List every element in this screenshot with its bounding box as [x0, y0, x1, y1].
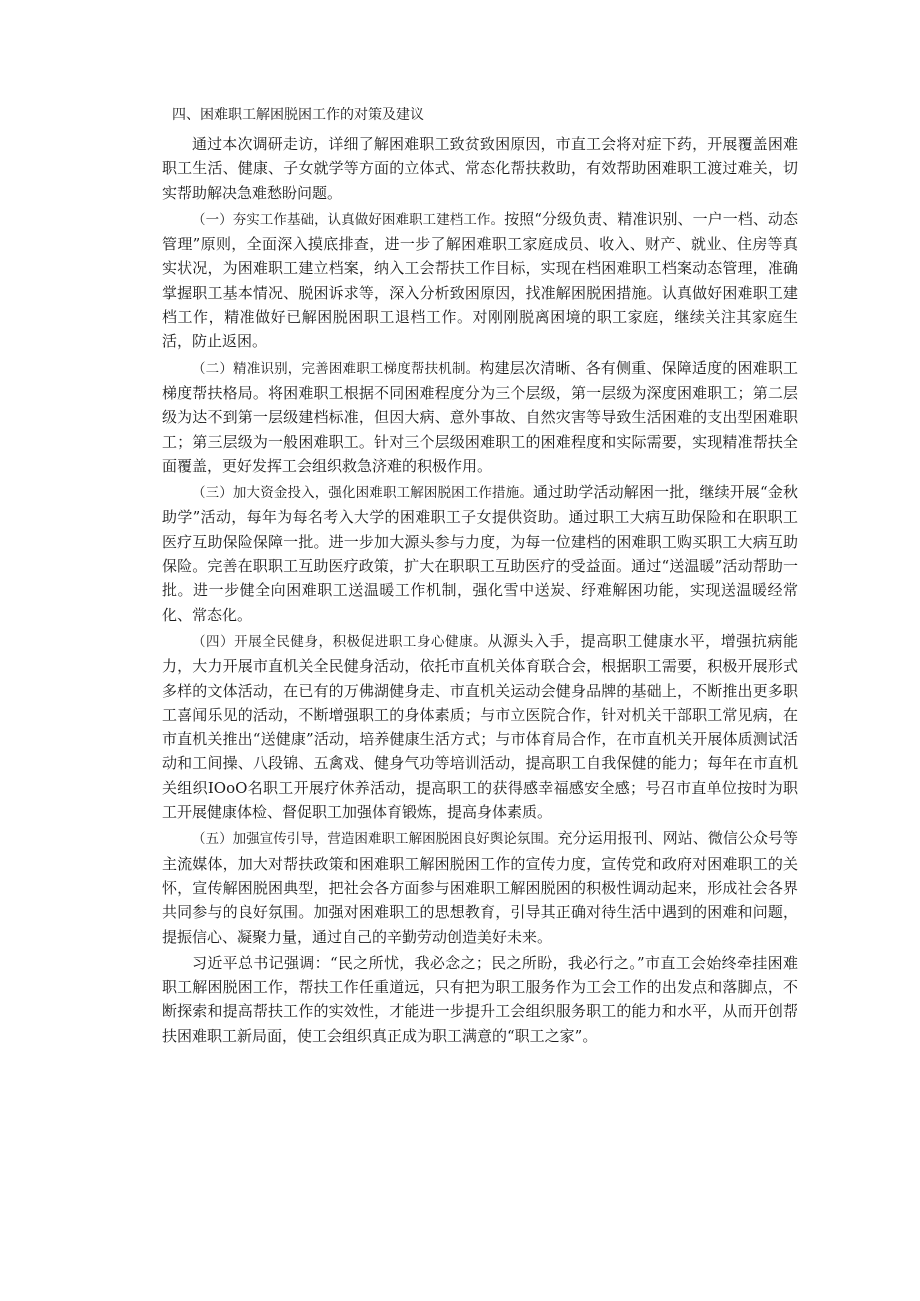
measure-body-5: 充分运用报刊、网站、微信公众号等主流媒体，加大对帮扶政策和困难职工解困脱困工作的宣传力度，宣传党和政府对困难职工的关怀，宣传解困脱困典型，把社会各方面参与困难职工解困脱困的积极性调动起来，形成社会各界共同参与的良好氛围。加强对困难职工的思想教育，引导其正确对待生活中遇到的困难和问题，提振信心、凝聚力量，通过自己的辛勤劳动创造美好未来。	[162, 829, 799, 946]
measure-paragraph-4	[162, 629, 798, 824]
measure-lead-3: （三）加大资金投入，强化困难职工解困脱困工作措施。	[192, 485, 533, 502]
measure-lead-2: （二）精准识别，完善困难职工梯度帮扶机制。	[192, 360, 480, 377]
measure-paragraph-1	[162, 207, 798, 354]
measure-body-4: 从源头入手，提高职工健康水平，增强抗病能力，大力开展市直机关全民健身活动，依托市直机关体育联合会，根据职工需要，积极开展形式多样的文体活动，在已有的万佛湖健身走、市直机关运动会健身品牌的基础上，不断推出更多职工喜闻乐见的活动，不断增强职工的身体素质；与市立医院合作，针对机关干部职工常见病，在市直机关推出“送健康”活动，培养健康生活方式；与市体育局合作，在市直机关开展体质测试活动和工间操、八段锦、五禽戏、健身气功等培训活动，提高职工自我保健的能力；每年在市直机关组织IOoO名职工开展疗休养活动，提高职工的获得感幸福感安全感；号召市直单位按时为职工开展健康体检、督促职工加强体育锻炼，提高身体素质。	[162, 631, 798, 822]
document-page	[162, 104, 798, 1048]
measure-body-1: 按照“分级负责、精准识别、一户一档、动态管理”原则，全面深入摸底排查，进一步了解困难职工家庭成员、收入、财产、就业、住房等真实状况，为困难职工建立档案，纳入工会帮扶工作目标，实现在档困难职工档案动态管理，准确掌握职工基本情况、脱困诉求等，深入分析致困原因，找准解困脱困措施。认真做好困难职工建档工作，精准做好已解困脱困职工退档工作。对刚刚脱离困境的职工家庭，继续关注其家庭生活，防止返困。	[162, 209, 799, 351]
measure-lead-1: （一）夯实工作基础，认真做好困难职工建档工作。	[192, 211, 505, 228]
measure-body-2: 构建层次清晰、各有侧重、保障适度的困难职工梯度帮扶格局。将困难职工根据不同困难程度分为三个层级，第一层级为深度困难职工；第二层级为达不到第一层级建档标准，但因大病、意外事故、自然灾害等导致生活困难的支出型困难职工；第三层级为一般困难职工。针对三个层级困难职工的困难程度和实际需要，实现精准帮扶全面覆盖，更好发挥工会组织救急济难的积极作用。	[162, 358, 798, 475]
measure-body-3: 通过助学活动解困一批，继续开展“金秋助学”活动，每年为每名考入大学的困难职工子女提供资助。通过职工大病互助保险和在职职工医疗互助保险保障一批。进一步加大源头参与力度，为每一位建档的困难职工购买职工大病互助保险。完善在职职工互助医疗政策，扩大在职职工互助医疗的受益面。通过“送温暖”活动帮助一批。进一步健全向困难职工送温暖工作机制，强化雪中送炭、纾难解困功能，实现送温暖经常化、常态化。	[162, 483, 798, 624]
measure-paragraph-5	[162, 826, 798, 948]
measure-paragraph-2	[162, 356, 798, 478]
closing-paragraph: 习近平总书记强调：“民之所忧，我必念之；民之所盼，我必行之。”市直工会始终牵挂困难职工解困脱困工作，帮扶工作任重道远，只有把为职工服务作为工会工作的出发点和落脚点，不断探索和提高帮扶工作的实效性，才能进一步提升工会组织服务职工的能力和水平，从而开创帮扶困难职工新局面，使工会组织真正成为职工满意的“职工之家”。	[162, 953, 798, 1045]
section-heading: 四、困难职工解困脱困工作的对策及建议	[172, 107, 424, 123]
measure-lead-5: （五）加强宣传引导，营造困难职工解困脱困良好舆论氛围。	[192, 831, 558, 848]
measure-lead-4: （四）开展全民健身，积极促进职工身心健康。	[192, 633, 488, 650]
intro-paragraph: 通过本次调研走访，详细了解困难职工致贫致困原因，市直工会将对症下药，开展覆盖困难职工生活、健康、子女就学等方面的立体式、常态化帮扶救助，有效帮助困难职工渡过难关，切实帮助解决急难愁盼问题。	[162, 135, 798, 202]
measure-paragraph-3	[162, 480, 798, 627]
